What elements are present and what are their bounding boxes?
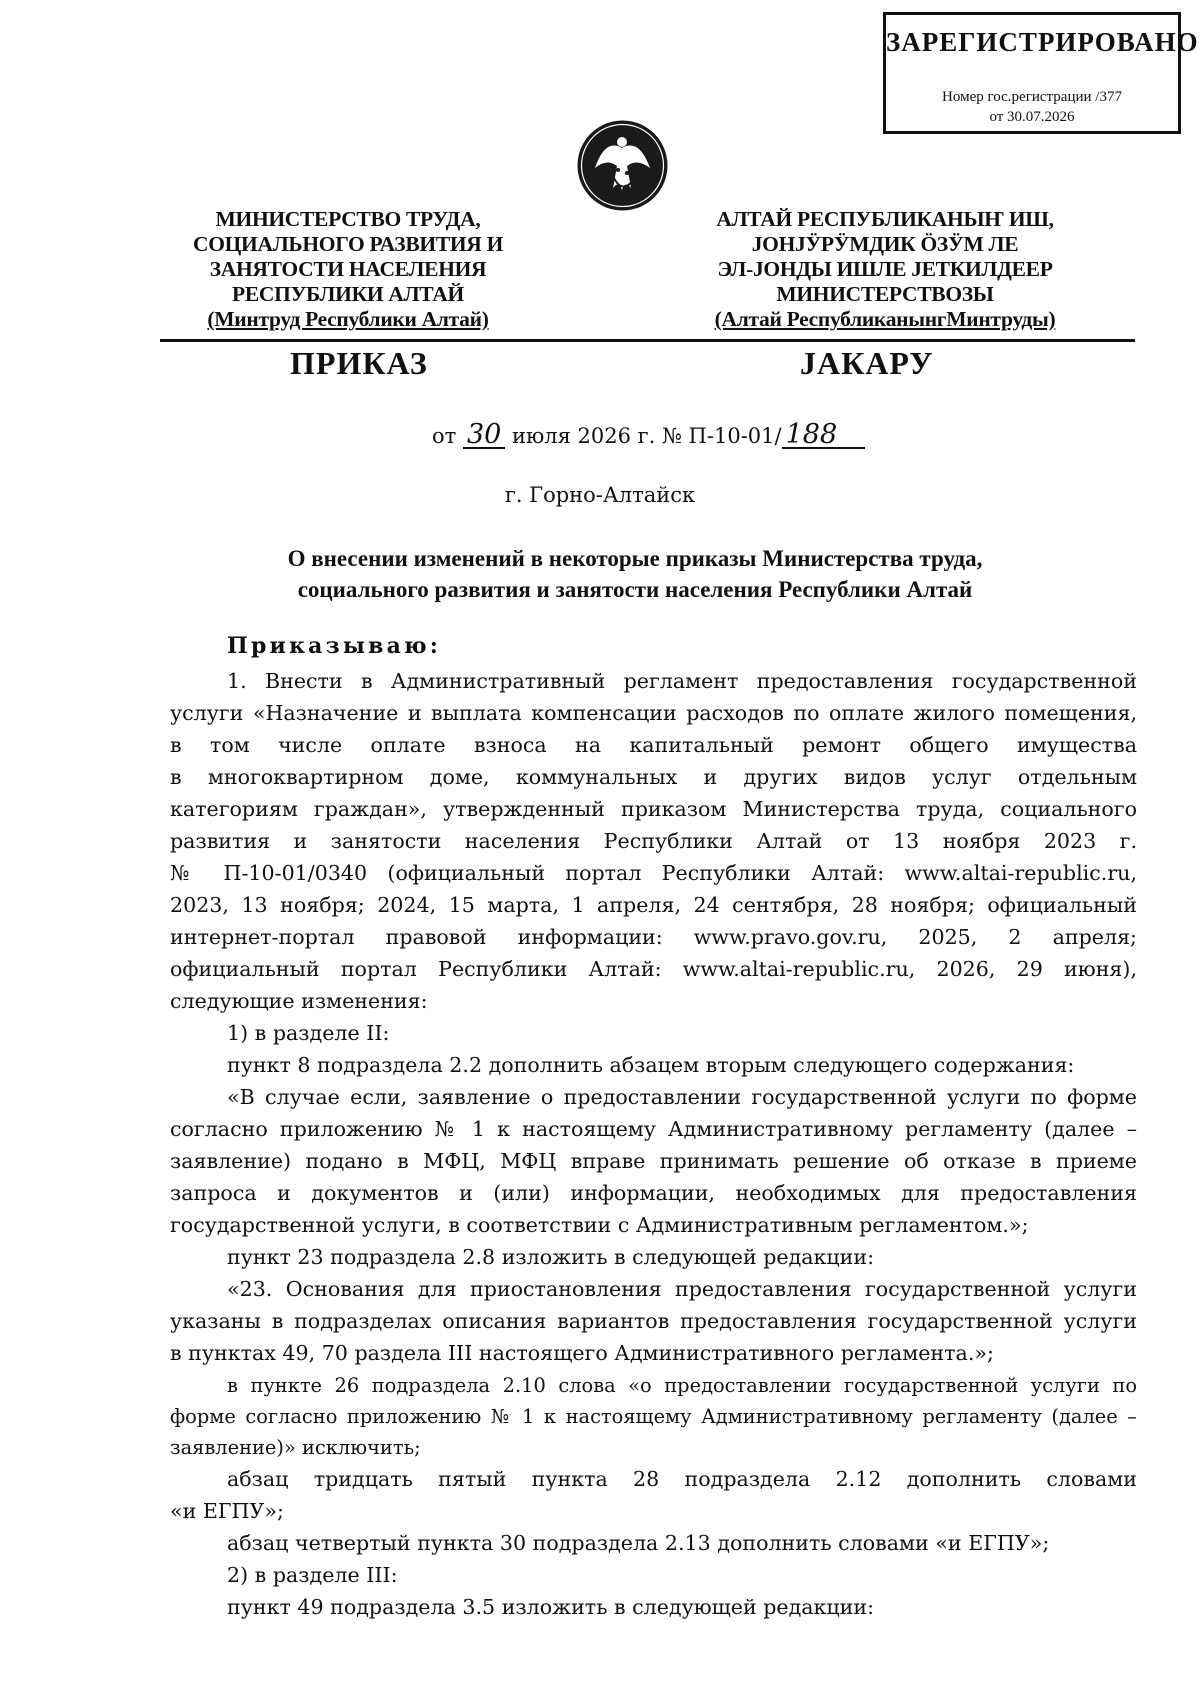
ministry-alt-line: ЭЛ-ЈОНДЫ ИШЛЕ ЈЕТКИЛДЕЕР [717,257,1053,281]
registration-stamp [883,12,1199,134]
body-line: государственной услуги, в соответствии с Административным регламентом.»; [170,1213,1029,1237]
body-line: согласно приложению № 1 к настоящему Административному регламенту (далее – [170,1117,1137,1141]
body-line: «В случае если, заявление о предоставлении государственной услуги по форме [227,1085,1137,1109]
handwritten-day: 30 [463,423,505,449]
body-line: пункт 23 подраздела 2.8 изложить в следующей редакции: [227,1245,875,1269]
body-line: заявление) подано в МФЦ, МФЦ вправе принимать решение об отказе в приеме [170,1149,1137,1173]
subject-line-1: О внесении изменений в некоторые приказы Министерства труда, [287,546,983,571]
order-city: г. Горно-Алтайск [504,483,696,507]
ministry-ru-line: МИНИСТЕРСТВО ТРУДА, [215,207,481,231]
order-date-prefix: от [432,424,457,448]
body-line: 1) в разделе II: [227,1021,390,1045]
body-line: в пунктах 49, 70 раздела III настоящего Административного регламента.»; [170,1341,994,1365]
body-line: указаны в подразделах описания вариантов предоставления государственной услуги [170,1309,1137,1333]
stamp-title: ЗАРЕГИСТРИРОВАНО [886,27,1199,57]
ministry-alt-line: МИНИСТЕРСТВОЗЫ [776,282,994,306]
body-line: 2023, 13 ноября; 2024, 15 марта, 1 апреля, 24 сентября, 28 ноября; официальный [170,893,1137,917]
ministry-alt-line: ЈОНЈӰРӰМДИК ӦЗӰМ ЛЕ [751,232,1019,256]
order-date-number [432,419,865,450]
handwritten-number: 188 [782,423,866,449]
body-line: «23. Основания для приостановления предоставления государственной услуги [227,1277,1137,1301]
ministry-header-alt [705,207,1065,332]
body-line: официальный портал Республики Алтай: www.altai-republic.ru, 2026, 29 июня), [170,957,1137,981]
header-divider [160,339,1135,342]
body-line: пункт 8 подраздела 2.2 дополнить абзацем вторым следующего содержания: [227,1053,1075,1077]
ministry-ru-line: ЗАНЯТОСТИ НАСЕЛЕНИЯ [209,257,487,281]
order-word-ru: ПРИКАЗ [290,345,428,381]
order-word-alt: ЈАКАРУ [800,345,934,381]
body-line: в том числе оплате взноса на капитальный ремонт общего имущества [170,733,1137,757]
body-line: абзац тридцать пятый пункта 28 подраздела 2.12 дополнить словами [227,1467,1137,1491]
body-line: в пункте 26 подраздела 2.10 слова «о предоставлении государственной услуги по [227,1374,1137,1397]
body-line: 1. Внести в Административный регламент предоставления государственной [227,669,1137,693]
body-line: пункт 49 подраздела 3.5 изложить в следующей редакции: [227,1595,875,1619]
decree-heading: Приказываю: [227,633,442,659]
ministry-ru-short-name: (Минтруд Республики Алтай) [207,307,489,331]
body-line: развития и занятости населения Республики Алтай от 13 ноября 2023 г. [170,829,1137,853]
body-line: абзац четвертый пункта 30 подраздела 2.13 дополнить словами «и ЕГПУ»; [227,1531,1050,1555]
body-line: услуги «Назначение и выплата компенсации расходов по оплате жилого помещения, [170,701,1137,725]
stamp-reg-date: от 30.07.2026 [989,109,1075,125]
body-line: № П-10-01/0340 (официальный портал Республики Алтай: www.altai-republic.ru, [170,861,1137,885]
altai-coat-of-arms-icon [575,118,670,213]
ministry-ru-line: СОЦИАЛЬНОГО РАЗВИТИЯ И [192,232,504,256]
ministry-header-ru [168,207,528,332]
subject-line-2: социального развития и занятости населения Республики Алтай [297,577,973,602]
body-line: интернет-портал правовой информации: www.pravo.gov.ru, 2025, 2 апреля; [170,925,1137,949]
ministry-ru-line: РЕСПУБЛИКИ АЛТАЙ [232,282,464,306]
body-line: запроса и документов и (или) информации, необходимых для предоставления [170,1181,1137,1205]
body-line: категориям граждан», утвержденный приказом Министерства труда, социального [170,797,1137,821]
body-line: форме согласно приложению № 1 к настоящему Административному регламенту (далее – [170,1405,1137,1428]
ministry-alt-line: АЛТАЙ РЕСПУБЛИКАНЫҤ ИШ, [716,207,1054,231]
body-line: 2) в разделе III: [227,1563,398,1587]
order-date-middle: июля 2026 г. № П-10-01/ [512,424,782,448]
body-line: следующие изменения: [170,989,428,1013]
body-line: заявление)» исключить; [170,1436,421,1459]
ministry-alt-short-name: (Алтай РеспубликанынгМинтруды) [714,307,1056,331]
body-line: «и ЕГПУ»; [170,1499,284,1523]
body-line: в многоквартирном доме, коммунальных и других видов услуг отдельным [170,765,1137,789]
stamp-reg-number: Номер гос.регистрации /377 [942,89,1122,105]
order-subject [170,543,1100,605]
